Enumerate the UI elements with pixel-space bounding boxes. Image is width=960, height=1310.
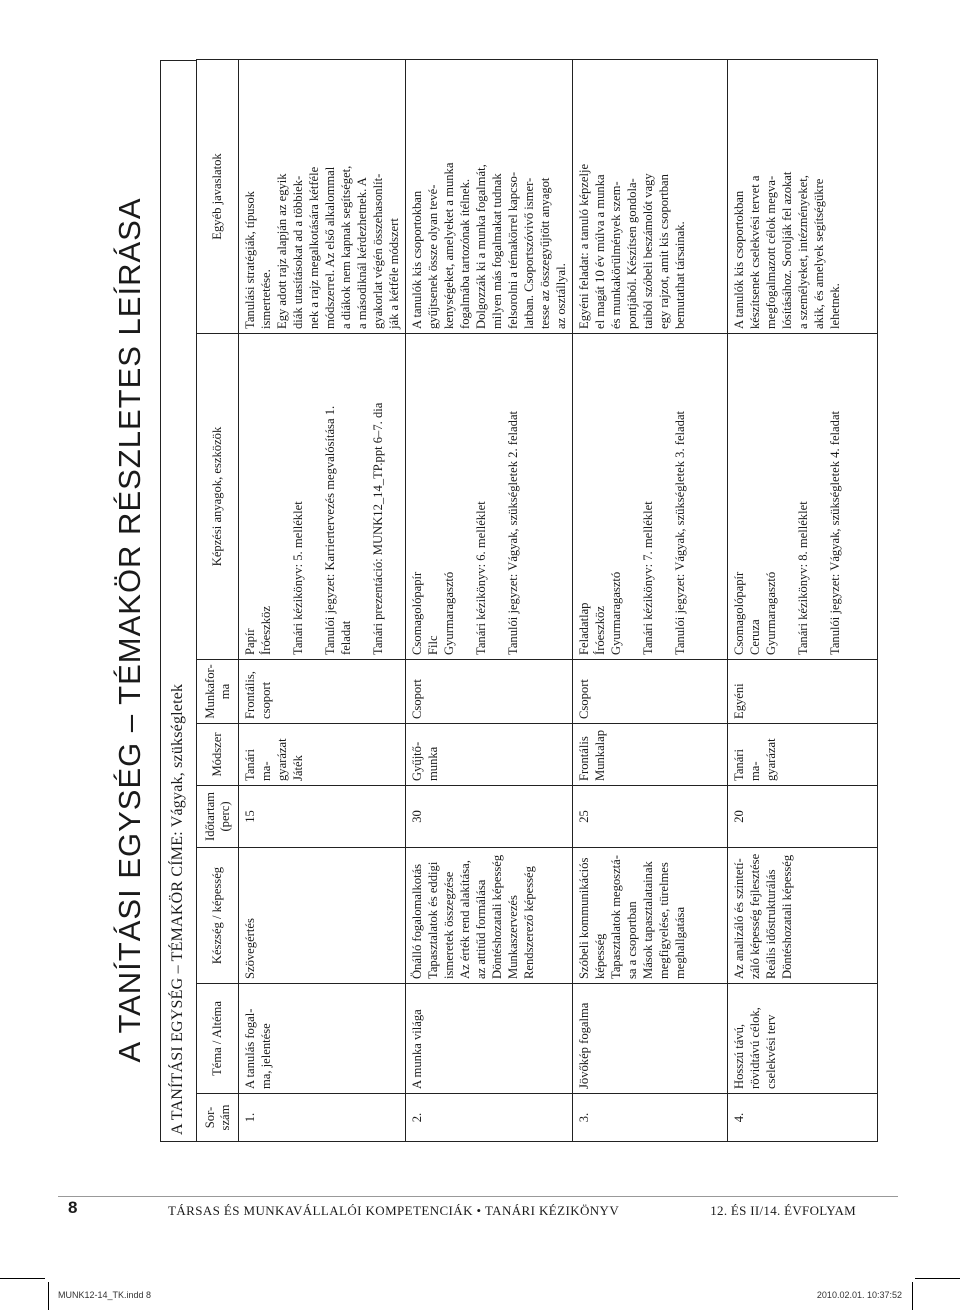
cell-line: Egyéni feladat: a tanuló képzelje	[577, 163, 591, 329]
crop-mark	[48, 1282, 49, 1310]
cell-line: Tanári kézikönyv: 7. melléklet	[641, 501, 655, 655]
cell-line: Tanári ma-	[732, 749, 762, 781]
header-cell: Munkafor-ma	[197, 660, 239, 724]
cell-line: és munkakörülmények szem-	[609, 181, 623, 329]
cell-line: milyen más fogalmakat tudnak	[490, 173, 504, 329]
cell-line: A tanulók kis csoportokban	[732, 190, 746, 329]
lesson-table	[196, 59, 878, 1142]
cell-line: Papír	[243, 628, 257, 655]
cell-line	[811, 338, 827, 655]
cell-line: Egy adott rajz alapján az egyik	[275, 173, 289, 329]
materials-cell	[406, 334, 573, 660]
cell-line: Gyűjtő-	[410, 741, 424, 781]
cell-line: Az analizáló és szintetí-	[732, 858, 746, 979]
cell-line: Tanári kézikönyv: 8. melléklet	[796, 501, 810, 655]
header-cell: Sor-szám	[197, 1094, 239, 1142]
cell-line: cselekvési terv	[764, 1014, 778, 1089]
cell-line	[274, 338, 290, 655]
topic-cell	[239, 984, 406, 1094]
cell-line: a személyeket, intézményeket,	[796, 175, 810, 329]
method-cell	[728, 724, 878, 786]
work-form-cell	[239, 660, 406, 724]
header-cell: Készség / képesség	[197, 848, 239, 984]
table-title: A TANÍTÁSI EGYSÉG – TÉMAKÖR CÍME: Vágyak, szükségletek	[160, 60, 196, 1142]
cell-line: Tanulói jegyzet: Vágyak, szükségletek 2. feladat	[506, 410, 520, 655]
cell-line: Feladatlap	[577, 602, 591, 655]
cell-line: Szövegértés	[243, 918, 257, 979]
cell-line: Gyurmaragasztó	[609, 571, 623, 655]
crop-mark	[0, 1278, 45, 1279]
cell-line: Íróeszköz	[259, 606, 273, 655]
slug-timestamp: 2010.02.01. 10:37:52	[816, 1290, 902, 1300]
cell-line: lehetnek.	[828, 283, 842, 329]
header-cell: Módszer	[197, 724, 239, 786]
cell-line: a másodiknál kérdezhetnek. A	[355, 177, 369, 329]
cell-line	[489, 338, 505, 655]
duration-cell: 20	[728, 786, 878, 848]
cell-line: Az érték rend alakítása,	[458, 860, 472, 979]
cell-line: Hosszú távú,	[732, 1023, 746, 1089]
notes-cell	[728, 60, 878, 334]
cell-line: Egyéni	[732, 683, 746, 719]
cell-line: felsorolni a témakörrel kapcso-	[506, 171, 520, 329]
skills-cell	[728, 848, 878, 984]
cell-line: Frontális,	[243, 671, 257, 719]
duration-cell: 15	[239, 786, 406, 848]
cell-line: feladat	[339, 620, 353, 655]
crop-mark	[915, 1278, 960, 1279]
table-row	[239, 60, 406, 1142]
lesson-table-container	[160, 60, 862, 1142]
cell-line: Tanári kézikönyv: 6. melléklet	[474, 501, 488, 655]
cell-line: Tapasztalatok megosztá-	[609, 855, 623, 979]
cell-line: készítsenek cselekvési tervet a	[748, 175, 762, 329]
cell-line: csoport	[259, 681, 273, 719]
row-number-cell: 3.	[573, 1094, 728, 1142]
slug-filename: MUNK12-14_TK.indd 8	[58, 1290, 152, 1300]
cell-line: bemutathat társainak.	[673, 221, 687, 329]
cell-line: Ceruza	[748, 619, 762, 655]
cell-line: Tanári ma-	[243, 749, 273, 781]
skills-cell	[406, 848, 573, 984]
cell-line: Íróeszköz	[593, 606, 607, 655]
crop-mark	[912, 1282, 913, 1310]
book-title: TÁRSAS ÉS MUNKAVÁLLALÓI KOMPETENCIÁK • TANÁRI KÉZIKÖNYV	[168, 1203, 620, 1218]
row-number-cell: 1.	[239, 1094, 406, 1142]
cell-line: Csomagolópapír	[410, 571, 424, 655]
cell-line: Döntéshozatali képesség	[490, 854, 504, 979]
cell-line: Jövőkép fogalma	[577, 1002, 591, 1089]
cell-line: Tanulói jegyzet: Vágyak, szükségletek 3. feladat	[673, 410, 687, 655]
method-cell	[239, 724, 406, 786]
cell-line: lósításához. Sorolják fel azokat	[780, 171, 794, 329]
topic-cell	[573, 984, 728, 1094]
cell-line: ismertetése.	[259, 269, 273, 329]
notes-cell	[239, 60, 406, 334]
cell-line: Tanári prezentáció: MUNK12_14_TP.ppt 6–7. dia	[371, 402, 385, 655]
cell-line: megfigyelése, türelmes	[657, 862, 671, 979]
skills-cell	[573, 848, 728, 984]
cell-line: Tanulói jegyzet: Vágyak, szükségletek 4. feladat	[828, 410, 842, 655]
duration-cell: 25	[573, 786, 728, 848]
cell-line: egy rajzot, amit kis csoportban	[657, 174, 671, 329]
cell-line: Önálló fogalomalkotás	[410, 863, 424, 979]
cell-line	[779, 338, 795, 655]
cell-line: akik, és amelyek segítségükre	[812, 178, 826, 329]
cell-line: Reális időstrukturálás	[764, 869, 778, 979]
header-cell: Képzési anyagok, eszközök	[197, 334, 239, 660]
cell-line	[624, 338, 640, 655]
cell-line: gyűjtsenek össze olyan tevé-	[426, 184, 440, 329]
cell-line: Tapasztalatok és eddigi	[426, 861, 440, 979]
cell-line: A tanulás fogal-	[243, 1008, 257, 1089]
cell-line: Csoport	[410, 679, 424, 719]
cell-line: Mások tapasztalatainak	[641, 861, 655, 979]
topic-cell	[406, 984, 573, 1094]
cell-line: latban. Csoportszóvivő ismer-	[522, 177, 536, 329]
cell-line: munka	[426, 746, 440, 781]
cell-line: a diákok nem kapnak segítséget,	[339, 165, 353, 329]
cell-line	[354, 338, 370, 655]
cell-line: gyarázat	[275, 738, 289, 781]
cell-line: kenységeket, amelyeket a munka	[442, 162, 456, 329]
table-row	[573, 60, 728, 1142]
work-form-cell	[406, 660, 573, 724]
cell-line: Munkaszervezés	[506, 895, 520, 979]
duration-cell: 30	[406, 786, 573, 848]
materials-cell	[239, 334, 406, 660]
cell-line: az attitűd formálása	[474, 879, 488, 979]
cell-line: Csoport	[577, 679, 591, 719]
notes-cell	[573, 60, 728, 334]
cell-line: képesség	[593, 933, 607, 979]
cell-line: Döntéshozatali képesség	[780, 854, 794, 979]
cell-line: módszerrel. Az első alkalommal	[323, 166, 337, 329]
cell-line: Dolgozzák ki a munka fogalmát,	[474, 164, 488, 329]
cell-line: fogalmába tartozónak ítélnek.	[458, 178, 472, 329]
method-cell	[406, 724, 573, 786]
row-number-cell: 2.	[406, 1094, 573, 1142]
row-number-cell: 4.	[728, 1094, 878, 1142]
cell-line	[457, 338, 473, 655]
page-title: A TANÍTÁSI EGYSÉG – TÉMAKÖR RÉSZLETES LEÍRÁSA	[112, 197, 147, 1063]
cell-line: Tanári kézikönyv: 5. melléklet	[291, 501, 305, 655]
page-number: 8	[68, 1198, 78, 1217]
table-header-row	[197, 60, 239, 1142]
cell-line: ma, jelentése	[259, 1023, 273, 1089]
cell-line: rövidtávú célok,	[748, 1007, 762, 1089]
notes-cell	[406, 60, 573, 334]
cell-line: Gyurmaragasztó	[442, 571, 456, 655]
cell-line: gyakorlat végén összehasonlít-	[371, 173, 385, 329]
cell-line: Tanulási stratégiák, típusok	[243, 191, 257, 329]
cell-line: gyarázat	[764, 738, 778, 781]
grade-label: 12. ÉS II/14. ÉVFOLYAM	[710, 1203, 856, 1218]
topic-cell	[728, 984, 878, 1094]
landscape-page	[100, 60, 860, 1200]
work-form-cell	[728, 660, 878, 724]
cell-line	[306, 338, 322, 655]
cell-line: diák utasításokat ad a többiek-	[291, 175, 305, 329]
cell-line: Gyurmaragasztó	[764, 571, 778, 655]
method-cell	[573, 724, 728, 786]
materials-cell	[728, 334, 878, 660]
cell-line: Filc	[426, 635, 440, 655]
cell-line: pontjából. Készítsen gondola-	[625, 178, 639, 329]
cell-line: megfogalmazott célok megva-	[764, 175, 778, 329]
cell-line: Frontális	[577, 736, 591, 781]
cell-line: sa a csoportban	[625, 901, 639, 979]
cell-line: Szóbeli kommunikációs	[577, 857, 591, 979]
materials-cell	[573, 334, 728, 660]
cell-line: Játék	[291, 755, 305, 781]
cell-line: az osztállyal.	[554, 263, 568, 329]
table-row	[728, 60, 878, 1142]
cell-line	[656, 338, 672, 655]
table-row	[406, 60, 573, 1142]
cell-line: Csomagolópapír	[732, 571, 746, 655]
cell-line: záló képesség fejlesztése	[748, 853, 762, 979]
skills-cell	[239, 848, 406, 984]
cell-line: A munka világa	[410, 1009, 424, 1089]
cell-line: Munkalap	[593, 729, 607, 781]
cell-line: A tanulók kis csoportokban	[410, 190, 424, 329]
cell-line: ismeretek összegzése	[442, 871, 456, 979]
cell-line: taiból szóbeli beszámolót vagy	[641, 173, 655, 329]
work-form-cell	[573, 660, 728, 724]
header-cell: Időtartam (perc)	[197, 786, 239, 848]
cell-line: tesse az összegyűjtött anyagot	[538, 177, 552, 329]
header-cell: Téma / Altéma	[197, 984, 239, 1094]
cell-line: el magát 10 év múlva a munka	[593, 174, 607, 329]
header-cell: Egyéb javaslatok	[197, 60, 239, 334]
cell-line: ják a kétféle módszert	[387, 218, 401, 329]
cell-line: Rendszerező képesség	[522, 866, 536, 979]
cell-line: Tanulói jegyzet: Karriertervezés megvalósítása 1.	[323, 405, 337, 655]
cell-line: meghallgatása	[673, 906, 687, 979]
cell-line: nek a rajz megalkotására kétféle	[307, 166, 321, 329]
